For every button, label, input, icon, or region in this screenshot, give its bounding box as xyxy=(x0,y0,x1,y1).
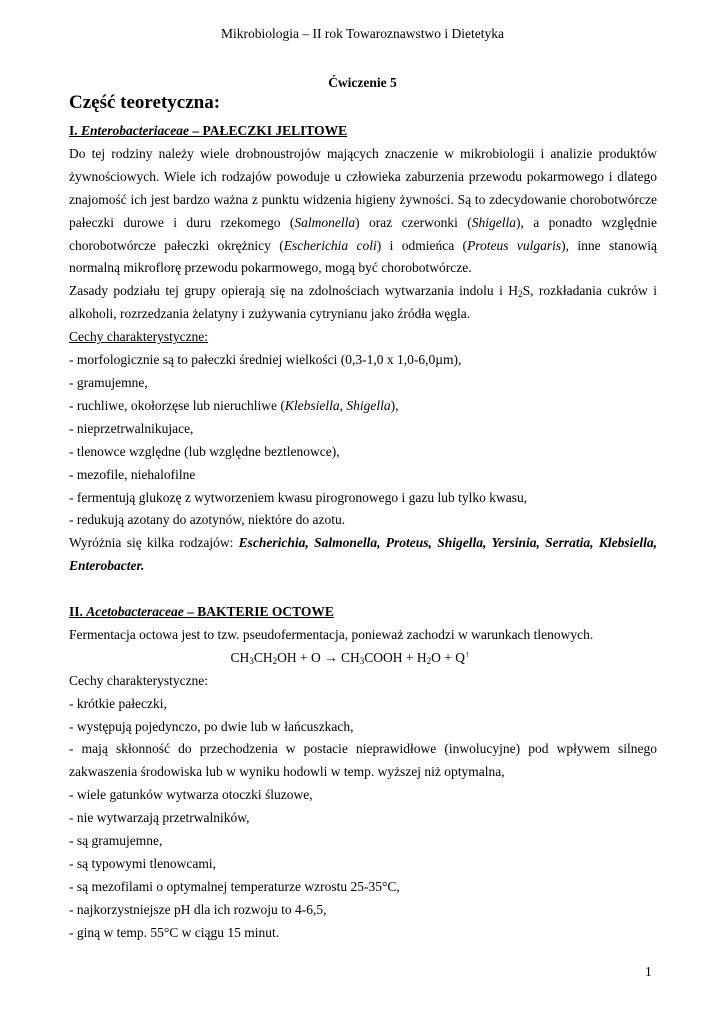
feature-item: - gramujemne, xyxy=(69,374,148,390)
section-2-dash: – xyxy=(183,604,198,620)
genus-name: Shigella xyxy=(346,397,391,413)
feature-item xyxy=(69,395,657,418)
formula-part: CH xyxy=(253,649,273,665)
feature-item: - najkorzystniejsze pH dla ich rozwoju to 4-6,5, xyxy=(69,901,327,917)
spacer xyxy=(69,578,657,601)
subscript: 3 xyxy=(359,655,365,666)
feature-item: - są gramujemne, xyxy=(69,833,163,849)
section-1-number: I. xyxy=(69,123,82,138)
section-2-family: Acetobacteraceae xyxy=(86,604,184,620)
feature-item: - występują pojedynczo, po dwie lub w łańcuszkach, xyxy=(69,718,354,734)
text-run: Wyróżnia się kilka rodzajów: xyxy=(69,535,239,551)
text-run: Do tej rodziny należy wiele drobnoustrojów mających znaczenie w mikrobiologii i analizie produktów żywnościowych. Wiele ich rodzajów powoduje u człowieka zaburzenia przewodu pokarmowego i dlatego znajomość ich jest bardzo ważna z punktu widzenia higieny żywności. Są to zdecydowanie chorobotwórcze pałeczki durowe i duru rzekomego ( xyxy=(69,145,657,230)
subscript: 2 xyxy=(426,655,432,666)
formula-part: COOH + H xyxy=(364,649,427,665)
section-2-heading xyxy=(69,601,657,624)
text-run: ) i odmieńca ( xyxy=(376,237,468,253)
superscript: ↑ xyxy=(464,648,470,659)
feature-item: - redukują azotany do azotynów, niektóre do azotu. xyxy=(69,512,346,528)
genus-name: Salmonella xyxy=(294,214,356,230)
section-1-family: Enterobacteriaceae xyxy=(81,123,189,138)
feature-item: - giną w temp. 55°C w ciągu 15 minut. xyxy=(69,924,280,940)
feature-item: - tlenowce względne (lub względne beztlenowce), xyxy=(69,443,340,459)
genera-list: Escherichia, Salmonella, Proteus, Shigella, Yersinia, Serratia, Klebsiella, Enterobacter. xyxy=(69,535,657,574)
section-2-number: II. xyxy=(69,604,87,620)
text-run: - ruchliwe, okołorzęse lub nieruchliwe ( xyxy=(69,397,285,413)
document-body xyxy=(69,120,657,945)
species-name: Proteus vulgaris xyxy=(467,237,562,253)
feature-item: - fermentują glukozę z wytworzeniem kwasu pirogronowego i gazu lub tylko kwasu, xyxy=(69,489,528,505)
section-1-heading xyxy=(69,120,657,143)
subscript: 3 xyxy=(249,655,254,666)
feature-item: - są typowymi tlenowcami, xyxy=(69,855,216,871)
text-run: ), xyxy=(390,397,399,413)
section-1-paragraph-1 xyxy=(69,143,657,280)
section-2-features-label: Cechy charakterystyczne: xyxy=(69,672,209,688)
formula-part: OH + O → CH xyxy=(277,649,360,665)
subscript: 2 xyxy=(272,655,278,666)
running-header: Mikrobiologia – II rok Towaroznawstwo i Dietetyka xyxy=(221,26,504,41)
exercise-title: Ćwiczenie 5 xyxy=(328,75,397,90)
subscript: 2 xyxy=(518,289,523,300)
formula-part: CH xyxy=(230,649,250,665)
feature-item: - nieprzetrwalnikujace, xyxy=(69,420,194,436)
feature-item: - mają skłonność do przechodzenia w postacie nieprawidłowe (inwolucyjne) pod wpływem silnego zakwaszenia środowiska lub w wyniku hodowli w temp. wyższej niż optymalna, xyxy=(69,741,657,780)
species-name: Escherichia coli xyxy=(283,237,377,253)
text-run: ), a ponadto względnie chorobotwórcze pałeczki okrężnicy ( xyxy=(69,214,657,253)
section-1-genera xyxy=(69,532,657,578)
text-run: ) oraz czerwonki ( xyxy=(355,214,472,230)
text-run: ), inne stanowią normalną mikroflorę przewodu pokarmowego, mogą być chorobotwórcze. xyxy=(69,237,657,276)
text-run: S, rozkładania cukrów i alkoholi, rozrzedzania żelatyny i zużywania cytrynianu jako źródła węgla. xyxy=(69,283,657,322)
feature-item: - są mezofilami o optymalnej temperaturze wzrostu 25-35°C, xyxy=(69,878,400,894)
section-2-paragraph-1: Fermentacja octowa jest to tzw. pseudofermentacja, ponieważ zachodzi w warunkach tlenowych. xyxy=(69,626,594,642)
text-run: Zasady podziału tej grupy opierają się na zdolnościach wytwarzania indolu i H xyxy=(69,283,519,299)
genus-name: Shigella xyxy=(471,214,516,230)
page-number: 1 xyxy=(645,964,652,979)
section-1-features-label: Cechy charakterystyczne: xyxy=(69,329,209,345)
genus-name: Klebsiella xyxy=(284,397,340,413)
feature-item: - nie wytwarzają przetrwalników, xyxy=(69,810,250,826)
feature-item: - morfologicznie są to pałeczki średniej wielkości (0,3-1,0 x 1,0-6,0µm), xyxy=(69,352,462,368)
chemical-equation xyxy=(69,647,657,670)
feature-item: - wiele gatunków wytwarza otoczki śluzowe, xyxy=(69,787,313,803)
text-run: , xyxy=(339,397,347,413)
section-1-name: PAŁECZKI JELITOWE xyxy=(202,123,348,138)
section-1-paragraph-2 xyxy=(69,280,657,326)
formula-part: O + Q xyxy=(431,649,465,665)
section-1-dash: – xyxy=(189,123,203,138)
section-2-name: BAKTERIE OCTOWE xyxy=(197,604,334,620)
part-title: Część teoretyczna: xyxy=(69,92,221,113)
feature-item: - krótkie pałeczki, xyxy=(69,695,167,711)
feature-item: - mezofile, niehalofilne xyxy=(69,466,196,482)
